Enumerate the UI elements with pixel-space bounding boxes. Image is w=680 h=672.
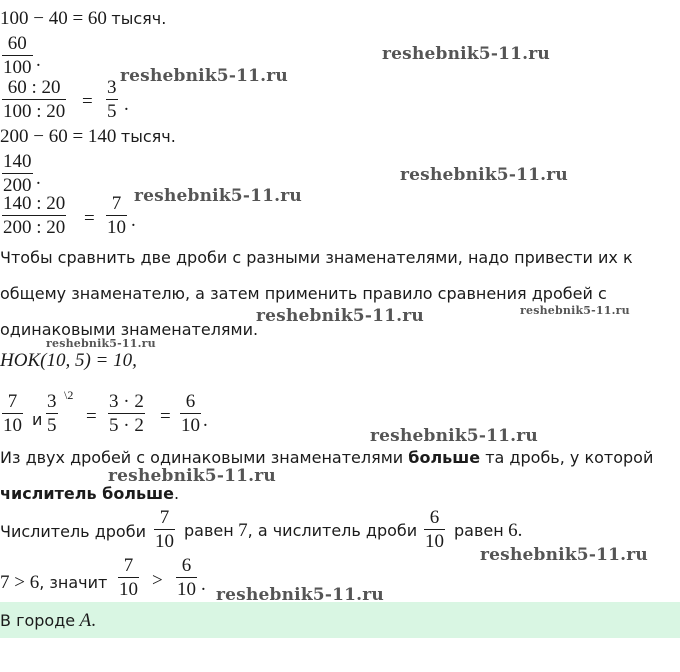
- period: .: [124, 94, 129, 115]
- fraction-numerator: 140 : 20: [3, 193, 66, 214]
- equals-sign: =: [160, 406, 171, 427]
- fraction-denominator: 10: [425, 531, 444, 552]
- watermark: reshebnik5-11.ru: [120, 66, 288, 86]
- period: .: [203, 410, 208, 431]
- fraction-numerator: 3 · 2: [109, 391, 144, 412]
- answer-text: [0, 610, 96, 632]
- fraction-numerator: 3: [107, 77, 117, 98]
- numerator-text-2: [184, 520, 417, 542]
- numerator-text-1: Числитель дроби: [0, 522, 146, 541]
- paragraph-rule-line-2: общему знаменателю, а затем применить правило сравнения дробей с: [0, 284, 607, 303]
- fraction-60-100: [2, 34, 33, 77]
- period: .: [517, 520, 523, 541]
- paragraph-rule-line-3: одинаковыми знаменателями.: [0, 320, 259, 339]
- value: 6: [508, 520, 518, 541]
- unit-word: тысяч.: [120, 127, 176, 146]
- numerator-text-3: [454, 520, 522, 542]
- fraction-6-10: [180, 392, 201, 435]
- text: .: [173, 484, 180, 503]
- fraction-numerator: 60: [7, 33, 27, 54]
- fraction-numerator: 7: [159, 507, 170, 528]
- watermark: reshebnik5-11.ru: [256, 306, 424, 326]
- fraction-numerator: 140: [3, 151, 32, 172]
- equals-sign: =: [86, 406, 97, 427]
- fraction-numerator: 6: [185, 391, 196, 412]
- greater-than-sign: >: [152, 570, 163, 591]
- text: , значит: [39, 573, 108, 592]
- conjunction-and: и: [32, 410, 43, 429]
- period: .: [91, 610, 96, 631]
- nok-expression: HOK(10, 5) = 10,: [0, 350, 137, 371]
- fraction-3x2-5x2: [108, 392, 145, 435]
- fraction-denominator: 10: [119, 579, 138, 600]
- text: В городе: [0, 611, 76, 630]
- fraction-7-10: [106, 194, 127, 237]
- fraction-denominator: 200 : 20: [3, 217, 66, 238]
- fraction-denominator: 10: [3, 415, 22, 436]
- watermark: reshebnik5-11.ru: [108, 466, 276, 486]
- fraction-denominator: 100: [3, 57, 32, 78]
- paragraph-comparison-rule-line-2: [0, 484, 179, 503]
- text: Из двух дробей с одинаковыми знаменателями: [0, 448, 404, 467]
- fraction-6-10: [424, 508, 445, 551]
- text: равен: [184, 521, 234, 540]
- bold-text: больше: [408, 448, 481, 467]
- city-letter: A: [79, 610, 92, 631]
- fraction-numerator: 3: [47, 391, 57, 412]
- watermark: reshebnik5-11.ru: [480, 545, 648, 565]
- fraction-numerator: 6: [181, 555, 192, 576]
- fraction-numerator: 7: [111, 193, 122, 214]
- fraction-denominator: 5: [47, 415, 57, 436]
- watermark: reshebnik5-11.ru: [370, 426, 538, 446]
- watermark: reshebnik5-11.ru: [216, 585, 384, 605]
- equation-expr: 100 − 40 = 60: [0, 8, 107, 29]
- fraction-140-200: [2, 152, 33, 195]
- text: та дробь, у которой: [485, 448, 654, 467]
- fraction-numerator: 6: [429, 507, 440, 528]
- equals-sign: =: [84, 208, 95, 229]
- bold-text: числитель больше: [0, 484, 174, 503]
- fraction-numerator: 7: [123, 555, 134, 576]
- fraction-7-10: [2, 392, 23, 435]
- fraction-denominator: 10: [107, 217, 126, 238]
- text: равен: [454, 521, 504, 540]
- fraction-denominator: 100 : 20: [3, 101, 66, 122]
- fraction-7-10: [154, 508, 175, 551]
- equals-sign: =: [82, 91, 93, 112]
- period: .: [36, 50, 41, 71]
- equation-expr: 200 − 60 = 140: [0, 126, 117, 147]
- paragraph-rule-line-1: Чтобы сравнить две дроби с разными знаменателями, надо привести их к: [0, 248, 633, 267]
- answer-bar: [0, 602, 680, 638]
- watermark: reshebnik5-11.ru: [134, 186, 302, 206]
- watermark: reshebnik5-11.ru: [520, 304, 630, 317]
- fraction-denominator: 5 · 2: [109, 415, 144, 436]
- period: .: [201, 574, 206, 595]
- value: 7: [238, 520, 248, 541]
- fraction-6-10: [176, 556, 197, 599]
- text: , а числитель дроби: [247, 521, 418, 540]
- watermark: reshebnik5-11.ru: [400, 165, 568, 185]
- watermark: reshebnik5-11.ru: [46, 337, 156, 350]
- fraction-denominator: 10: [155, 531, 174, 552]
- inequality: 7 > 6: [0, 572, 40, 593]
- fraction-numerator: 60 : 20: [7, 77, 61, 98]
- fraction-denominator: 200: [3, 175, 32, 196]
- fraction-reduce-1: [2, 78, 66, 121]
- unit-word: тысяч.: [111, 9, 167, 28]
- paragraph-comparison-rule-line-1: [0, 448, 653, 467]
- period: .: [131, 210, 136, 231]
- fraction-7-10: [118, 556, 139, 599]
- conclusion-text: [0, 572, 107, 594]
- equation-line-1: [0, 8, 166, 30]
- fraction-3-5: [46, 392, 58, 435]
- fraction-numerator: 7: [7, 391, 18, 412]
- fraction-denominator: 5: [107, 101, 117, 122]
- period: .: [36, 168, 41, 189]
- fraction-denominator: 10: [181, 415, 200, 436]
- multiplier-superscript: \2: [64, 388, 74, 402]
- watermark: reshebnik5-11.ru: [382, 44, 550, 64]
- fraction-3-5: [106, 78, 118, 121]
- fraction-reduce-2: [2, 194, 66, 237]
- fraction-denominator: 10: [177, 579, 196, 600]
- equation-line-2: [0, 126, 176, 148]
